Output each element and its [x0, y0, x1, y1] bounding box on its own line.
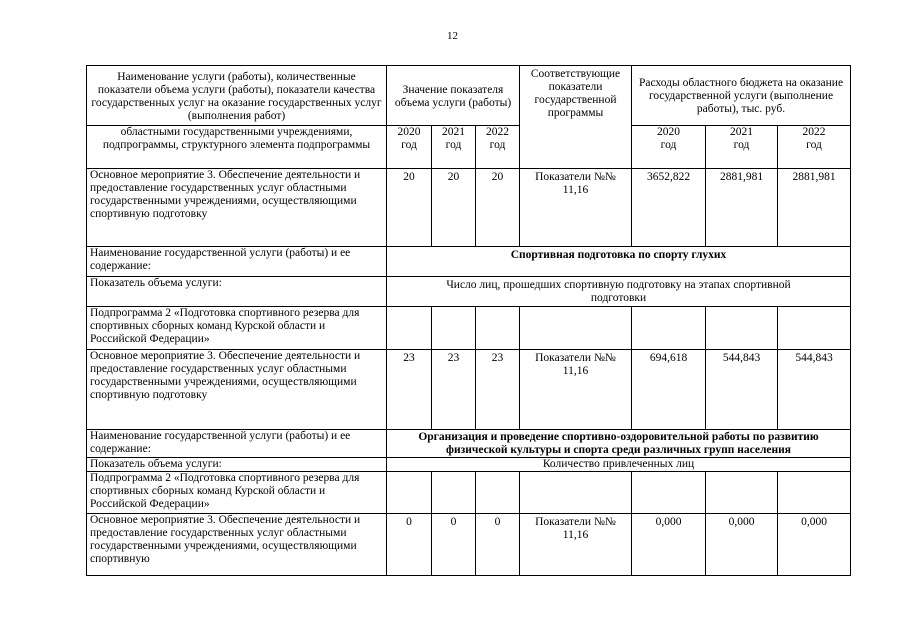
expense-2020: 0,000 [632, 514, 706, 576]
table-row [87, 247, 851, 277]
header-expenses-cell: Расходы областного бюджета на оказание государственной услуги (выполнение работы), тыс. руб. [632, 66, 851, 126]
service-name: Организация и проведение спортивно-оздоровительной работы по развитию физической культуры и спорта среди различных групп населения [387, 430, 851, 458]
value-2020: 20 [387, 169, 432, 247]
expense-2022: 0,000 [778, 514, 851, 576]
header-expense-year-2020: 2020 год [632, 126, 706, 169]
expense-2020: 3652,822 [632, 169, 706, 247]
value-2020: 23 [387, 350, 432, 430]
table-row [87, 472, 851, 514]
program-indicators: Показатели №№ 11,16 [520, 350, 632, 430]
row-name: Основное мероприятие 3. Обеспечение деятельности и предоставление государственных услуг областными государственными учреждениями, осуществляющими спортивную [87, 514, 387, 576]
expense-2021: 544,843 [706, 350, 778, 430]
value-2022: 20 [476, 169, 520, 247]
row-name: Основное мероприятие 3. Обеспечение деятельности и предоставление государственных услуг областными государственными учреждениями, осуществляющими спортивную подготовку [87, 169, 387, 247]
volume-indicator: Число лиц, прошедших спортивную подготовку на этапах спортивной подготовки [387, 277, 851, 307]
value-2021: 20 [432, 169, 476, 247]
volume-indicator: Количество привлеченных лиц [387, 458, 851, 472]
page-number: 12 [447, 30, 458, 42]
expense-2022: 544,843 [778, 350, 851, 430]
program-indicators: Показатели №№ 11,16 [520, 514, 632, 576]
header-year-2021: 2021 год [432, 126, 476, 169]
value-2021: 23 [432, 350, 476, 430]
row-name: Подпрограмма 2 «Подготовка спортивного резерва для спортивных сборных команд Курской области и Российской Федерации» [87, 472, 387, 514]
table-row [87, 169, 851, 247]
service-name: Спортивная подготовка по спорту глухих [387, 247, 851, 277]
row-name: Подпрограмма 2 «Подготовка спортивного резерва для спортивных сборных команд Курской области и Российской Федерации» [87, 307, 387, 350]
header-row-years [87, 126, 851, 169]
value-2021: 0 [432, 514, 476, 576]
header-year-2020: 2020 год [387, 126, 432, 169]
table-row [87, 514, 851, 576]
header-name-cell: Наименование услуги (работы), количественные показатели объема услуги (работы), показатели качества государственных услуг на оказание государственных услуг (выполнения работ) [87, 66, 387, 126]
table-row [87, 430, 851, 458]
table-row [87, 307, 851, 350]
row-name: Показатель объема услуги: [87, 277, 387, 307]
value-2022: 0 [476, 514, 520, 576]
row-name: Основное мероприятие 3. Обеспечение деятельности и предоставление государственных услуг областными государственными учреждениями, осуществляющими спортивную подготовку [87, 350, 387, 430]
header-row-top [87, 66, 851, 126]
program-indicators: Показатели №№ 11,16 [520, 169, 632, 247]
table-row [87, 277, 851, 307]
header-program-cell: Соответствующие показатели государственной программы [520, 66, 632, 169]
table-row [87, 458, 851, 472]
value-2022: 23 [476, 350, 520, 430]
table-row [87, 350, 851, 430]
expense-2020: 694,618 [632, 350, 706, 430]
header-expense-year-2022: 2022 год [778, 126, 851, 169]
row-name: Наименование государственной услуги (работы) и ее содержание: [87, 247, 387, 277]
header-name-cont-cell: областными государственными учреждениями, подпрограммы, структурного элемента подпрограммы [87, 126, 387, 169]
header-expense-year-2021: 2021 год [706, 126, 778, 169]
expense-2022: 2881,981 [778, 169, 851, 247]
row-name: Наименование государственной услуги (работы) и ее содержание: [87, 430, 387, 458]
row-name: Показатель объема услуги: [87, 458, 387, 472]
expense-2021: 0,000 [706, 514, 778, 576]
value-2020: 0 [387, 514, 432, 576]
header-values-cell: Значение показателя объема услуги (работы) [387, 66, 520, 126]
header-year-2022: 2022 год [476, 126, 520, 169]
expense-2021: 2881,981 [706, 169, 778, 247]
service-table [86, 65, 851, 576]
